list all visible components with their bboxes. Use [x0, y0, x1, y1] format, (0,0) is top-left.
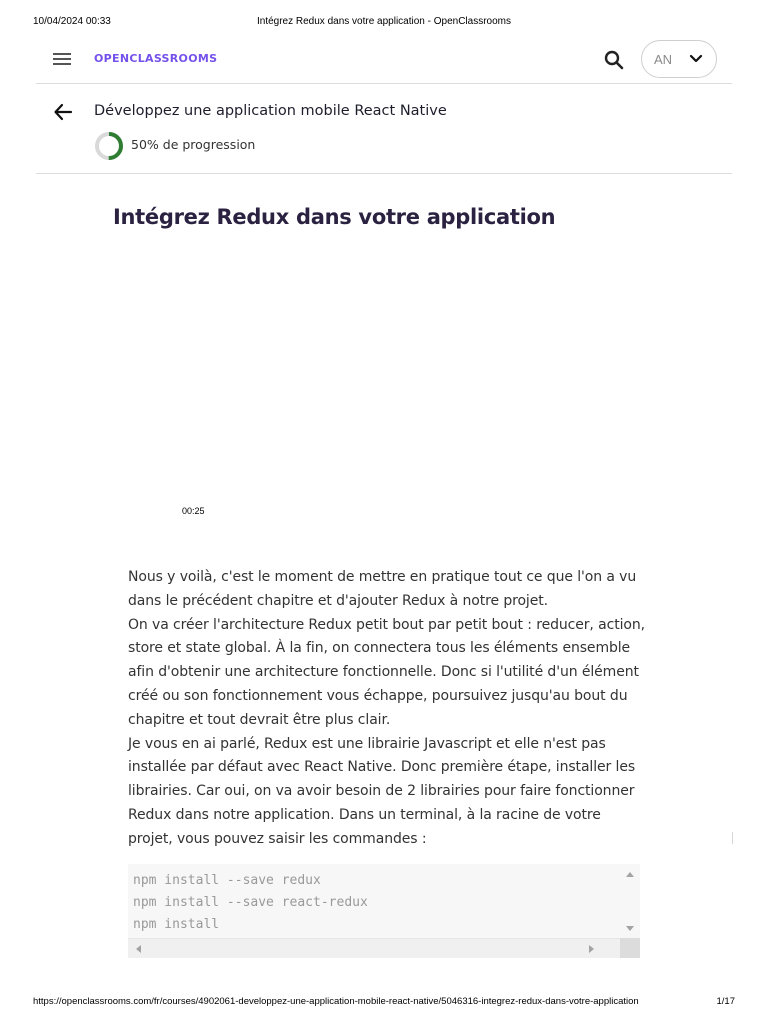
scroll-right-icon[interactable]	[589, 945, 594, 953]
article-paragraph: Nous y voilà, c'est le moment de mettre en pratique tout ce que l'on a vu dans le précédent chapitre et d'ajouter Redux à notre projet.	[128, 569, 637, 609]
article-paragraph: On va créer l'architecture Redux petit bout par petit bout : reducer, action, store et state global. À la fin, on connectera tous les éléments ensemble afin d'obtenir une architecture fonctionnelle. Donc si l'utilité d'un élément créé ou son fonctionnement vous échappe, poursuivez jusqu'au bout du chapitre et tout devrait être plus clair.	[128, 616, 645, 728]
print-url: https://openclassrooms.com/fr/courses/4902061-developpez-une-application-mobile-react-native/5046316-integrez-redux-dans-votre-application	[33, 996, 639, 1007]
menu-icon[interactable]	[53, 53, 73, 67]
code-line: npm install --save redux	[133, 873, 321, 888]
language-select[interactable]	[641, 40, 717, 78]
course-header	[36, 85, 732, 174]
side-divider	[732, 832, 733, 844]
horizontal-scrollbar[interactable]	[128, 938, 620, 958]
code-line: npm install --save react-redux	[133, 895, 368, 910]
print-footer	[33, 996, 735, 1010]
video-player[interactable]	[113, 250, 653, 520]
openclassrooms-logo[interactable]: OPENCLASSROOMS	[94, 52, 218, 65]
print-date: 10/04/2024 00:33	[33, 16, 111, 27]
code-line: npm install	[133, 917, 220, 932]
code-content[interactable]	[133, 870, 368, 936]
vertical-scrollbar[interactable]	[620, 864, 640, 938]
video-timestamp: 00:25	[182, 506, 205, 516]
language-value: AN	[654, 52, 673, 67]
top-navbar	[36, 36, 732, 84]
article-body	[128, 566, 648, 852]
print-title: Intégrez Redux dans votre application - OpenClassrooms	[256, 16, 512, 27]
progress-label: 50% de progression	[131, 137, 256, 152]
scroll-down-icon[interactable]	[626, 926, 634, 931]
print-header	[33, 16, 735, 30]
course-title[interactable]: Développez une application mobile React Native	[94, 103, 447, 119]
scroll-up-icon[interactable]	[626, 872, 634, 877]
search-icon[interactable]	[602, 48, 626, 72]
scrollbar-corner	[620, 938, 640, 958]
code-block[interactable]	[128, 864, 640, 958]
article-paragraph: Je vous en ai parlé, Redux est une librairie Javascript et elle n'est pas installée par défaut avec React Native. Donc première étape, installer les librairies. Car oui, on va avoir besoin de 2 librairies pour faire fonctionner Redux dans notre application. Dans un terminal, à la racine de votre projet, vous pouvez saisir les commandes :	[128, 735, 636, 847]
scroll-left-icon[interactable]	[136, 945, 141, 953]
chapter-title: Intégrez Redux dans votre application	[113, 205, 556, 229]
back-arrow-icon[interactable]	[52, 101, 74, 123]
progress-ring	[93, 130, 125, 162]
print-page-number: 1/17	[716, 996, 735, 1007]
chevron-down-icon	[689, 54, 703, 64]
